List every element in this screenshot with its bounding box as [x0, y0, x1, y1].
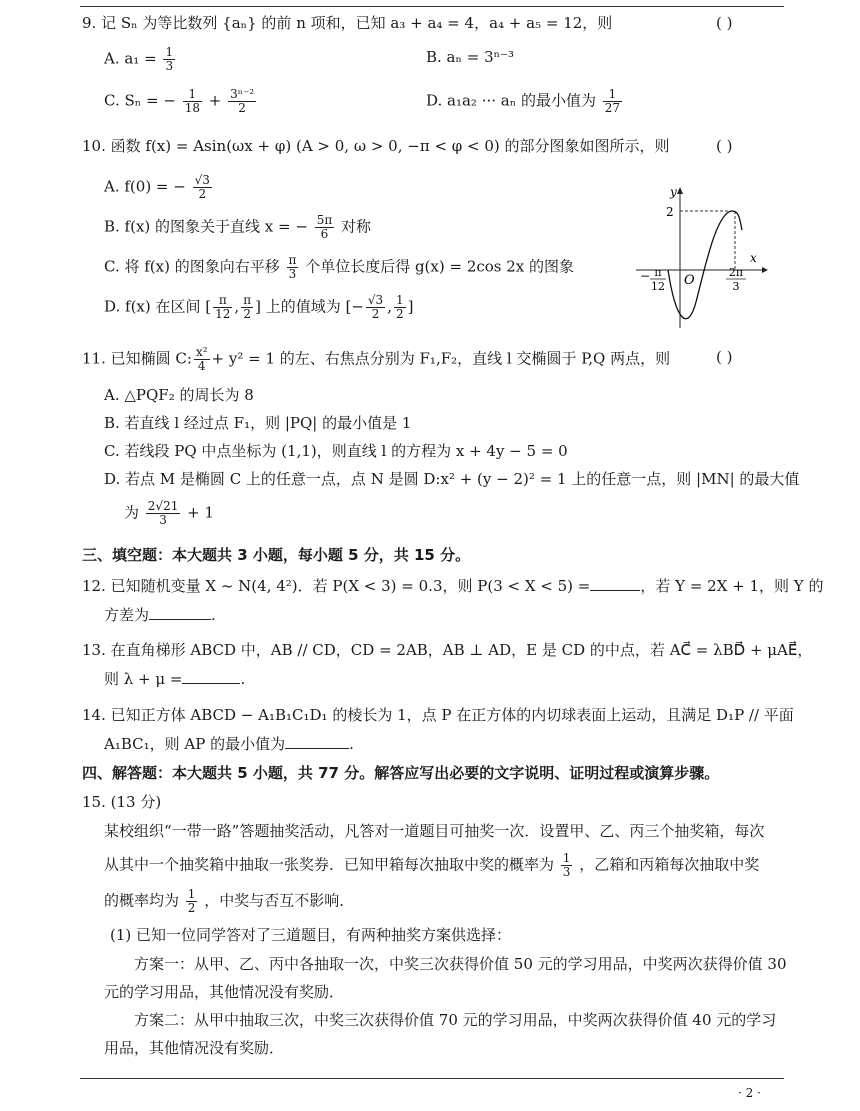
q11-option-c: C. 若线段 PQ 中点坐标为 (1,1)，则直线 l 的方程为 x + 4y − 5 = 0 [104, 442, 568, 460]
q10-option-a: A. f(0) = − $\frac{√3}{2}$ [104, 173, 210, 201]
section-3-heading: 三、填空题：本大题共 3 小题，每小题 5 分，共 15 分。 [82, 546, 471, 564]
q14-answer-blank [285, 732, 349, 749]
q15-heading: 15. (13 分) [82, 793, 162, 811]
q10-option-d: D. f(x) 在区间 [ $\frac{\pi}{12}$ , $\frac{\pi}{2}$ ] 上的值域为 [− $\frac{√3}{2}$ , $\frac{1}{2}$ ] [104, 293, 414, 321]
origin-label: O [684, 273, 695, 288]
q11-answer-bracket: ( ) [716, 348, 733, 366]
x-axis-arrow-icon [762, 267, 768, 273]
q10-sine-graph [636, 182, 772, 330]
q14-line1: 14. 已知正方体 ABCD − A₁B₁C₁D₁ 的棱长为 1，点 P 在正方体的内切球表面上运动，且满足 D₁P // 平面 [82, 706, 794, 724]
q12-line1: 12. 已知随机变量 X ~ N(4, 4²)．若 P(X < 3) = 0.3，则 P(3 < X < 5) = ，若 Y = 2X + 1，则 Y 的 [82, 574, 823, 597]
page-number: · 2 · [738, 1086, 761, 1100]
q11-option-d-continued: 为 $\frac{2√21}{3}$ + 1 [124, 499, 215, 527]
left-tick-num: π [654, 266, 662, 279]
q13-line1: 13. 在直角梯形 ABCD 中，AB // CD，CD = 2AB，AB ⊥ AD，E 是 CD 的中点，若 AC⃗ = λBD⃗ + μAE⃗， [82, 641, 813, 659]
q10-option-b: B. f(x) 的图象关于直线 x = − $\frac{5\pi}{6}$ 对称 [104, 213, 372, 241]
q9-option-c: C. Sₙ = − $\frac{1}{18}$ + $\frac{\text{3ⁿ⁻²}}{2}$ [104, 87, 255, 115]
q15-paragraph-3: 的概率均为 $\frac{1}{2}$ ，中奖与否互不影响． [104, 887, 355, 915]
q12-line2: 方差为 . [104, 603, 216, 626]
left-tick-den: 12 [651, 280, 665, 293]
y-tick-2: 2 [666, 205, 674, 219]
q15-plan-1-continued: 元的学习用品，其他情况没有奖励． [104, 983, 345, 1001]
right-tick-den: 3 [732, 280, 740, 293]
top-rule [80, 6, 784, 7]
q15-plan-1: 方案一：从甲、乙、丙中各抽取一次，中奖三次获得价值 50 元的学习用品，中奖两次获得价值 30 [134, 955, 787, 973]
q9-option-a: A. a₁ = $\frac{1}{3}$ [104, 45, 174, 73]
right-tick-num: 2π [728, 266, 744, 279]
sine-curve [668, 211, 742, 319]
q15-paragraph-2: 从其中一个抽奖箱中抽取一张奖券．已知甲箱每次抽取中奖的概率为 $\frac{1}{3}$ ，乙箱和丙箱每次抽取中奖 [104, 851, 760, 879]
q12-answer-blank-1 [590, 574, 640, 591]
q9-stem: 9. 记 Sₙ 为等比数列 {aₙ} 的前 n 项和，已知 a₃ + a₄ = 4，a₄ + a₅ = 12，则 [82, 14, 613, 32]
q14-line2: A₁BC₁，则 AP 的最小值为 . [104, 732, 354, 755]
y-axis-label: y [670, 185, 677, 199]
q11-stem: 11. 已知椭圆 C: $\frac{\text{x²}}{4}$ + y² = 1 的左、右焦点分别为 F₁,F₂，直线 l 交椭圆于 P,Q 两点，则 [82, 345, 671, 373]
q15-plan-2: 方案二：从甲中抽取三次，中奖三次获得价值 70 元的学习用品，中奖两次获得价值 40 元的学习 [134, 1011, 777, 1029]
q15-plan-2-continued: 用品，其他情况没有奖励． [104, 1039, 285, 1057]
q11-option-a: A. △PQF₂ 的周长为 8 [104, 386, 254, 404]
q12-answer-blank-2 [149, 603, 211, 620]
q15-subquestion-1: (1) 已知一位同学答对了三道题目，有两种抽奖方案供选择： [110, 926, 512, 944]
left-tick-minus: − [640, 269, 651, 283]
q9-option-d: D. a₁a₂ ··· aₙ 的最小值为 $\frac{1}{27}$ [426, 87, 621, 115]
q10-answer-bracket: ( ) [716, 137, 733, 155]
q9-answer-bracket: ( ) [716, 14, 733, 32]
section-4-heading: 四、解答题：本大题共 5 小题，共 77 分。解答应写出必要的文字说明、证明过程或演算步骤。 [82, 764, 720, 782]
q11-option-b: B. 若直线 l 经过点 F₁，则 |PQ| 的最小值是 1 [104, 414, 412, 432]
q13-line2: 则 λ + μ = . [104, 667, 245, 690]
y-axis-arrow-icon [677, 187, 683, 194]
bottom-rule [80, 1078, 784, 1079]
q10-stem: 10. 函数 f(x) = Asin(ωx + φ) (A > 0, ω > 0, −π < φ < 0) 的部分图象如图所示，则 [82, 137, 670, 155]
q15-paragraph-1: 某校组织“一带一路”答题抽奖活动，凡答对一道题目可抽奖一次．设置甲、乙、丙三个抽奖箱，每次 [104, 822, 765, 840]
q13-answer-blank [182, 667, 240, 684]
x-axis-label: x [750, 251, 757, 265]
fraction: $\frac{1}{3}$ [165, 45, 174, 73]
q9-option-b: B. aₙ = 3ⁿ⁻³ [426, 48, 515, 66]
q11-option-d: D. 若点 M 是椭圆 C 上的任意一点，点 N 是圆 D:x² + (y − 2)² = 1 上的任意一点，则 |MN| 的最大值 [104, 470, 800, 488]
q10-option-c: C. 将 f(x) 的图象向右平移 $\frac{\pi}{3}$ 个单位长度后得 g(x) = 2cos 2x 的图象 [104, 253, 575, 281]
